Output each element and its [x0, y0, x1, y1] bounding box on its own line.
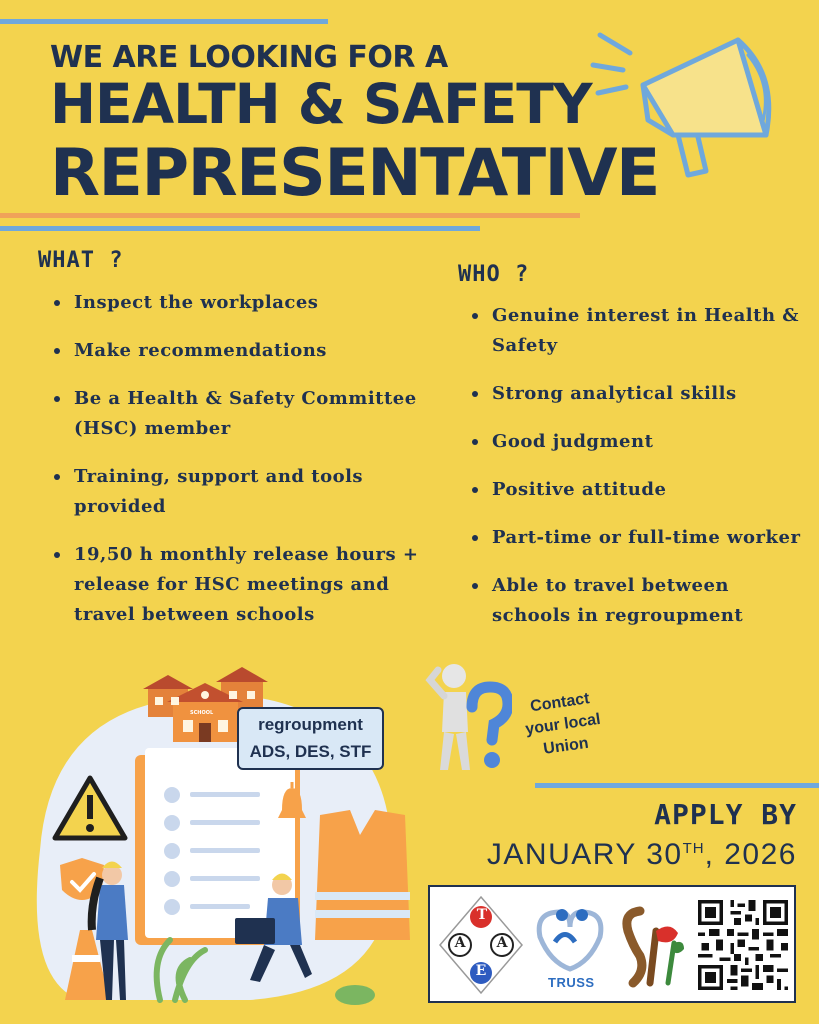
- regroupment-line-2: ADS, DES, STF: [249, 742, 372, 761]
- divider-blue-bar: [0, 226, 480, 231]
- list-item: Be a Health & Safety Committee (HSC) member: [52, 384, 437, 444]
- who-list: [470, 301, 805, 649]
- truss-label: TRUSS: [548, 975, 595, 990]
- apply-date-suffix-ordinal: TH: [682, 840, 705, 857]
- spp-logo: [618, 901, 688, 989]
- top-accent-bar: [0, 19, 328, 24]
- apply-date-prefix: JANUARY 30: [486, 838, 683, 871]
- list-item: Part-time or full-time worker: [470, 523, 805, 553]
- aate-letter-a-left: A: [454, 935, 466, 951]
- apply-date-year: , 2026: [704, 838, 797, 871]
- apply-accent-bar: [535, 783, 819, 788]
- regroupment-badge: [237, 707, 384, 770]
- contact-line-3: Union: [542, 734, 590, 758]
- megaphone-icon: [588, 15, 788, 190]
- list-item: Good judgment: [470, 427, 805, 457]
- list-item: 19,50 h monthly release hours + release for HSC meetings and travel between schools: [52, 540, 437, 630]
- apply-deadline-date: [487, 838, 797, 872]
- aate-letter-t: T: [476, 907, 488, 923]
- what-list: [52, 288, 437, 648]
- who-section-title: WHO ?: [458, 262, 530, 287]
- union-logos-box: [428, 885, 796, 1003]
- contact-line-1: Contact: [529, 690, 591, 716]
- apply-by-title: APPLY BY: [654, 798, 797, 831]
- regroupment-line-1: regroupment: [258, 715, 363, 734]
- list-item: Able to travel between schools in regroupment: [470, 571, 805, 631]
- aate-letter-e: E: [475, 963, 487, 979]
- thinking-figure-question-icon: [422, 662, 512, 777]
- divider-orange-bar: [0, 213, 580, 218]
- list-item: Positive attitude: [470, 475, 805, 505]
- truss-logo: [530, 897, 610, 975]
- headline-line-3: REPRESENTATIVE: [50, 136, 659, 211]
- aate-letter-a-right: A: [496, 935, 508, 951]
- what-section-title: WHAT ?: [38, 248, 124, 273]
- headline-line-1: WE ARE LOOKING FOR A: [50, 40, 448, 75]
- contact-union-note: [504, 685, 622, 766]
- list-item: Make recommendations: [52, 336, 437, 366]
- list-item: Strong analytical skills: [470, 379, 805, 409]
- list-item: Genuine interest in Health & Safety: [470, 301, 805, 361]
- school-sign-label: SCHOOL: [190, 710, 214, 716]
- headline-line-2: HEALTH & SAFETY: [50, 72, 592, 136]
- qr-code-icon: [698, 900, 788, 990]
- contact-line-2: your local: [524, 710, 602, 739]
- list-item: Training, support and tools provided: [52, 462, 437, 522]
- list-item: Inspect the workplaces: [52, 288, 437, 318]
